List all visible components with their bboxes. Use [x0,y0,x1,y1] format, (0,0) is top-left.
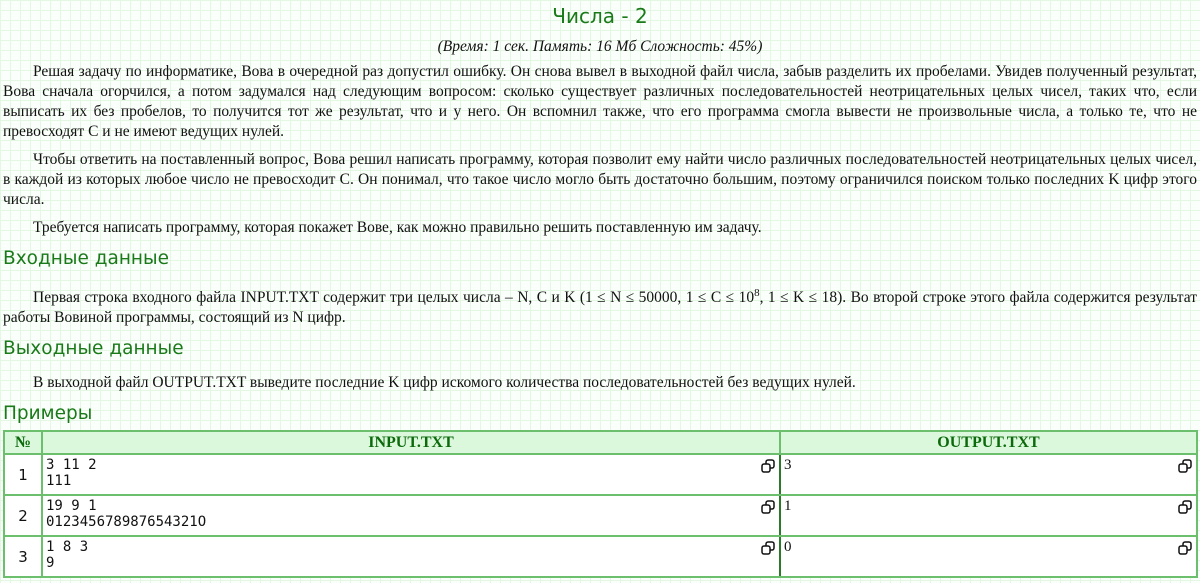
output-cell [780,454,1197,495]
table-header [4,431,1197,454]
output-value[interactable]: 1 [784,498,792,515]
row-number: 3 [4,536,42,577]
output-value[interactable]: 0 [784,539,792,556]
row-number: 1 [4,454,42,495]
examples-table [3,430,1198,578]
header-input: INPUT.TXT [42,431,780,454]
input-heading: Входные данные [3,248,170,269]
header-num: № [4,431,42,454]
copy-icon[interactable] [761,541,775,555]
examples-heading: Примеры [3,403,93,425]
output-heading: Выходные данные [3,338,184,360]
output-cell [780,495,1197,536]
input-cell [42,454,780,495]
input-description [3,283,1197,328]
output-cell [780,536,1197,577]
input-value[interactable]: 3 11 2 111 [46,457,97,490]
copy-icon[interactable] [761,459,775,473]
input-value[interactable]: 19 9 1 012345678987654321O [46,498,207,531]
copy-icon[interactable] [1178,500,1192,514]
input-cell [42,536,780,577]
table-row [4,536,1197,577]
input-text-a: Первая строка входного файла INPUT.TXT содержит три целых числа – N, C и K (1 ≤ N ≤ 50000, 1 ≤ C ≤ 10 [33,289,755,307]
input-text-sup: 8 [754,287,760,299]
output-description: В выходной файл OUTPUT.TXT выведите последние K цифр искомого количества последовательностей без ведущих нулей. [33,374,856,392]
table-row [4,454,1197,495]
copy-icon[interactable] [761,500,775,514]
row-number: 2 [4,495,42,536]
page-title: Числа - 2 [552,4,648,28]
statement-paragraph: Решая задачу по информатике, Вова в очередной раз допустил ошибку. Он снова вывел в выходной файл числа, забыв разделить их пробелами. Увидев полученный результат, Вова сначала огорчился, а потом задумался над следующим вопросом: сколько существует различных последовательностей неотрицательных целых чисел, таких что, если выписать их без пробелов, то получится тот же результат, что и у него. Он вспомнил также, что его программа смогла вывести не произвольные числа, а только те, что не превосходят C и не имеют ведущих нулей. [3,63,1197,140]
table-row [4,495,1197,536]
header-output: OUTPUT.TXT [780,431,1197,454]
input-cell [42,495,780,536]
statement-paragraph: Чтобы ответить на поставленный вопрос, Вова решил написать программу, которая позволит ему найти число различных последовательностей неотрицательных целых чисел, в каждой из которых любое число не превосходит C. Он понимал, что такое число могло быть достаточно большим, поэтому ограничился поиском только последних K цифр этого числа. [3,151,1197,208]
statement-paragraph: Требуется написать программу, которая покажет Вове, как можно правильно решить поставленную им задачу. [33,219,762,236]
copy-icon[interactable] [1178,459,1192,473]
limits: (Время: 1 сек. Память: 16 Мб Сложность: 45%) [437,38,763,55]
input-text-b: , 1 ≤ K ≤ 18). Во второй строке этого файла содержится результат работы Вовиной программы, состоящий из N цифр. [3,289,1198,327]
input-value[interactable]: 1 8 3 9 [46,539,89,572]
copy-icon[interactable] [1178,541,1192,555]
output-value[interactable]: 3 [784,457,792,474]
